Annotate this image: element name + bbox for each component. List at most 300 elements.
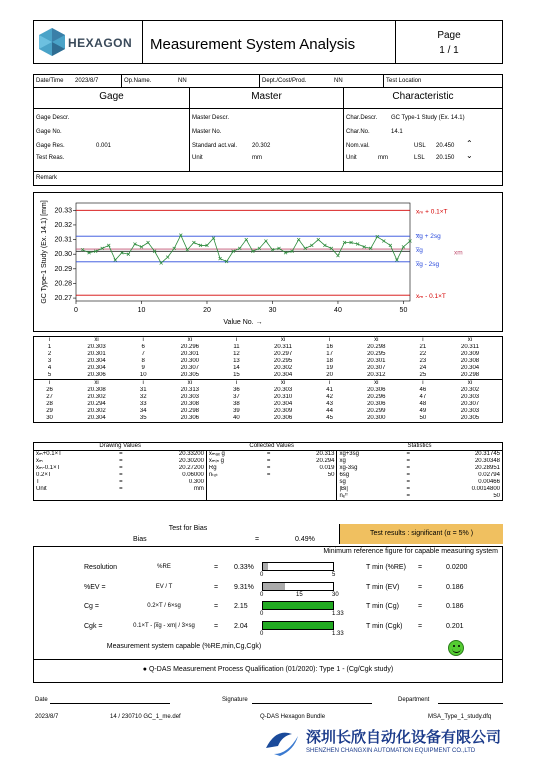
index-cell: 45 (326, 415, 333, 421)
stats-cell: 20.33200 (178, 451, 204, 457)
master-no-label: Master No. (192, 129, 222, 135)
stats-cell: mm (193, 486, 204, 492)
bias-value: 0.49% (295, 536, 315, 543)
index-cell: 3 (47, 358, 52, 364)
index-cell: 37 (233, 394, 240, 400)
index-cell: 32 (139, 394, 147, 400)
index-cell: 16 (326, 344, 333, 350)
index-cell: 48 (419, 401, 427, 407)
index-cell: 36 (233, 387, 240, 393)
stats-cell (259, 486, 278, 493)
plot-frame (76, 203, 410, 301)
capability-formula: 0.2×T / 6×sg (147, 603, 181, 609)
brand-logo (38, 27, 138, 59)
stats-cell: = (119, 479, 123, 485)
value-cell: 20.301 (87, 351, 106, 357)
tmin-value: 0.186 (446, 584, 464, 591)
value-cell: 20.306 (87, 372, 106, 378)
capability-bar-fill (263, 563, 268, 570)
values-table (33, 336, 503, 423)
brand-name: HEXAGON (68, 36, 133, 50)
capability-bar (262, 601, 334, 610)
tmin-value: 0.0200 (446, 564, 468, 571)
capability-scale-label: 30 (332, 592, 339, 598)
bias-title: Test for Bias (168, 525, 208, 532)
stats-cell: 50 (493, 493, 500, 499)
index-cell: 10 (139, 372, 147, 378)
col-header-xi: xi (345, 337, 408, 345)
value-cell: 20.304 (87, 358, 106, 364)
index-cell: 18 (326, 358, 333, 364)
value-cell: 20.308 (87, 387, 106, 393)
stats-cell: x̅g (337, 458, 399, 465)
capability-formula: 0.1×T - |x̅g - xm| / 3×sg (133, 623, 195, 629)
value-cell: 20.313 (180, 387, 199, 393)
col-header-i: i (408, 380, 438, 388)
index-cell: 14 (233, 365, 240, 371)
master-unit-value: mm (252, 155, 262, 161)
capability-bar-fill (263, 602, 333, 609)
y-tick-label: 20.33 (54, 207, 72, 215)
index-cell: 46 (419, 387, 427, 393)
value-cell: 20.302 (87, 394, 106, 400)
col-header-xi: xi (438, 380, 503, 388)
stats-cell: 0.2×T (36, 472, 52, 478)
test-location-label: Test Location (386, 78, 422, 84)
upper-limit-label: xₘ + 0.1×T (416, 208, 448, 216)
value-cell: 20.296 (367, 394, 386, 400)
stats-cell (259, 493, 278, 501)
footer-study: MSA_Type_1_study.dfq (428, 714, 492, 720)
value-cell: 20.304 (460, 365, 480, 371)
footer-department-label: Department (398, 697, 430, 703)
col-header-i: i (221, 380, 251, 388)
stats-cell: = (119, 451, 123, 457)
gage-section-title: Gage (99, 91, 124, 102)
capability-scale-label: 0 (260, 592, 264, 598)
value-cell: 20.306 (367, 387, 386, 393)
index-cell: 11 (233, 344, 240, 350)
data-point (147, 241, 150, 244)
table-row (34, 394, 503, 401)
value-cell: 20.306 (367, 401, 386, 407)
value-cell: 20.305 (180, 372, 199, 378)
tmin-label: T min (Cg) (366, 603, 399, 610)
value-cell: 20.302 (87, 408, 106, 414)
table-row (34, 387, 503, 394)
index-cell: 43 (326, 401, 333, 407)
stats-cell: = (119, 465, 123, 471)
index-cell: 5 (47, 372, 52, 378)
data-point (140, 245, 143, 248)
company-watermark (262, 724, 532, 760)
stats-cell: x̅g-3sg (337, 465, 399, 472)
value-cell: 20.297 (273, 351, 293, 357)
stats-cell (34, 493, 112, 501)
value-cell: 20.296 (180, 344, 199, 350)
date-label: Date/Time (36, 78, 64, 84)
stats-cell: = (406, 479, 411, 485)
data-point (389, 244, 392, 247)
value-cell: 20.308 (460, 358, 480, 364)
char-descr-value: GC Type-1 Study (Ex. 14.1) (391, 115, 465, 121)
capability-eq: = (214, 564, 219, 571)
stats-cell: 20.28951 (474, 465, 500, 471)
stats-cell (278, 493, 337, 501)
stats-cell: 50 (327, 472, 335, 478)
stats-cell: = (119, 486, 123, 492)
index-cell: 1 (47, 344, 52, 350)
report-header (33, 20, 503, 64)
value-cell: 20.304 (273, 401, 293, 407)
stats-cell: T (36, 479, 40, 485)
tmin-eq: = (418, 584, 423, 591)
stats-cell: xₘ-0.1×T (36, 465, 61, 471)
col-header-xi: xi (65, 380, 128, 388)
x-axis-label: Value No. → (223, 319, 263, 326)
col-header-xi: xi (158, 337, 221, 345)
minus-2s-label: x̅g - 2sg (416, 260, 440, 268)
col-header-i: i (315, 380, 345, 388)
index-cell: 41 (326, 387, 333, 393)
stats-cell: xₘᵢₙ g (206, 458, 259, 465)
stats-cell (206, 479, 259, 486)
master-section-title: Master (251, 91, 282, 102)
value-cell: 20.303 (87, 344, 106, 350)
bias-result: Test results : significant (α = 5% ) (339, 524, 503, 544)
stats-cell: Rg (206, 465, 259, 472)
capability-value: 0.33% (234, 564, 254, 571)
capability-section (33, 546, 503, 683)
index-cell: 15 (233, 372, 240, 378)
value-cell: 20.306 (180, 415, 199, 421)
x-tick-label: 10 (137, 307, 146, 314)
capability-scale-label: 1.33 (332, 611, 344, 617)
company-name-en: SHENZHEN CHANGXIN AUTOMATION EQUIPMENT CO.,LTD (306, 748, 476, 754)
plus-2s-label: x̅g + 2sg (416, 233, 441, 241)
page-label: Page (437, 30, 461, 41)
index-cell: 25 (419, 372, 427, 378)
value-cell: 20.299 (367, 408, 386, 414)
index-cell: 8 (141, 358, 145, 364)
y-tick-label: 20.28 (54, 280, 72, 288)
col-header-i: i (128, 380, 158, 388)
y-tick-label: 20.27 (54, 295, 72, 303)
value-cell: 20.307 (460, 401, 480, 407)
value-cell: 20.306 (273, 415, 293, 421)
value-cell: 20.308 (180, 401, 199, 407)
index-cell: 13 (233, 358, 240, 364)
value-cell: 20.304 (87, 365, 106, 371)
value-cell: 20.302 (273, 365, 293, 371)
stats-cell: sg (337, 479, 399, 486)
footer-date-label: Date (35, 697, 48, 703)
bias-label: Bias (133, 536, 147, 543)
capability-eq: = (214, 584, 219, 591)
tmin-label: T min (%RE) (366, 564, 406, 571)
date-value: 2023/8/7 (75, 78, 99, 84)
stats-cell: = (406, 472, 411, 478)
data-point (336, 254, 339, 257)
lsl-value: 20.150 (436, 155, 455, 161)
capability-scale-label: 0 (260, 631, 264, 637)
stats-cell: 0.06000 (182, 472, 204, 478)
stats-cell: 0.019 (319, 465, 335, 471)
xm-label: xm (454, 249, 463, 257)
index-cell: 29 (46, 408, 53, 414)
x-tick-label: 50 (399, 307, 408, 314)
info-block (33, 74, 503, 186)
lower-limit-label: xₘ - 0.1×T (416, 293, 446, 301)
lsl-marker-icon: ⌄ (466, 151, 473, 160)
data-point (107, 244, 110, 247)
stats-cell (259, 479, 278, 486)
stats-cell: xₘₐₓ g (206, 451, 259, 459)
table-row (34, 351, 503, 358)
stats-cell: 20.313 (316, 451, 335, 457)
stats-row (34, 465, 503, 472)
stats-cell: = (266, 465, 271, 471)
char-unit-label: Unit (346, 155, 357, 161)
capability-eq: = (214, 623, 219, 630)
target-icon: ● (142, 666, 149, 673)
data-point (192, 241, 195, 244)
capability-value: 9.31% (234, 584, 254, 591)
capability-label: Cg = (84, 603, 99, 610)
value-cell: 20.301 (180, 351, 199, 357)
capability-formula: %RE (157, 564, 171, 570)
value-cell: 20.304 (273, 372, 293, 378)
tmin-value: 0.186 (446, 603, 464, 610)
stats-cell (111, 493, 130, 501)
value-cell: 20.304 (87, 415, 106, 421)
data-point (133, 242, 136, 245)
data-point (245, 238, 248, 241)
mean-label: x̅g (416, 247, 423, 255)
table-row (34, 401, 503, 408)
value-cell: 20.312 (367, 372, 386, 378)
stats-cell: 20.27200 (178, 465, 204, 471)
capability-scale-label: 1.33 (332, 631, 344, 637)
tmin-label: T min (EV) (366, 584, 400, 591)
value-cell: 20.298 (367, 344, 386, 350)
remark-label: Remark (36, 175, 58, 181)
stats-group-header: Collected Values (206, 443, 337, 451)
char-descr-label: Char.Descr. (346, 115, 378, 121)
capability-scale-label: 15 (296, 592, 303, 598)
index-cell: 38 (233, 401, 240, 407)
col-header-i: i (128, 337, 158, 345)
gage-descr-label: Gage Descr. (36, 115, 70, 121)
stats-cell: 20.30348 (474, 458, 500, 464)
statistics-table (33, 442, 503, 501)
stats-row (34, 458, 503, 465)
stats-cell: 20.294 (316, 458, 335, 464)
index-cell: 19 (326, 365, 333, 371)
data-point (264, 240, 267, 243)
stats-cell (206, 486, 259, 493)
stats-group-header: Drawing Values (34, 443, 207, 451)
usl-marker-icon: ⌃ (466, 139, 473, 148)
value-cell: 20.298 (460, 372, 480, 378)
x-tick-label: 40 (334, 307, 342, 314)
index-cell: 7 (141, 351, 145, 357)
stats-row (34, 472, 503, 479)
hexagon-logo-icon (38, 27, 66, 57)
index-cell: 34 (139, 408, 147, 414)
table-row (34, 372, 503, 380)
table-row (34, 415, 503, 423)
index-cell: 17 (326, 351, 333, 357)
char-no-label: Char.No. (346, 129, 370, 135)
index-cell: 12 (233, 351, 240, 357)
index-cell: 21 (419, 344, 427, 350)
footer-file: 14 / 230710 GC_1_me.def (110, 714, 181, 720)
chart-svg (34, 193, 502, 331)
stats-cell (206, 493, 259, 501)
dept-value: NN (334, 78, 343, 84)
stats-cell: |Bi| (337, 486, 399, 493)
stats-cell: = (406, 458, 411, 464)
y-tick-label: 20.31 (54, 236, 72, 244)
data-point (166, 256, 169, 259)
capability-eq: = (214, 603, 219, 610)
col-header-xi: xi (438, 337, 503, 345)
capability-label: Resolution (84, 564, 118, 571)
value-cell: 20.307 (180, 365, 199, 371)
col-header-xi: xi (345, 380, 408, 388)
stats-row (34, 486, 503, 493)
value-cell: 20.294 (87, 401, 106, 407)
stats-cell: = (119, 472, 123, 478)
data-point (114, 259, 117, 262)
stats-cell: 6sg (337, 472, 399, 479)
char-no-value: 14.1 (391, 129, 403, 135)
capability-bar (262, 621, 334, 630)
stats-cell: xₘ+0.1×T (36, 451, 62, 457)
stats-cell: xₘ (36, 458, 43, 464)
value-cell: 20.295 (273, 358, 293, 364)
lsl-label: LSL (414, 155, 425, 161)
capability-scale-label: 5 (332, 572, 336, 578)
stats-row (34, 493, 503, 501)
stats-cell: = (406, 465, 411, 471)
stats-cell: 0.0014800 (471, 486, 500, 492)
operator-label: Op.Name. (124, 78, 152, 84)
run-chart (33, 192, 503, 332)
index-cell: 4 (47, 365, 52, 371)
stats-group-header: Statistics (337, 443, 503, 451)
capability-row (34, 619, 502, 637)
value-cell: 20.303 (273, 387, 293, 393)
index-cell: 9 (141, 365, 145, 371)
stats-cell: 0.02794 (478, 472, 500, 478)
value-cell: 20.300 (367, 415, 386, 421)
index-cell: 24 (419, 365, 427, 371)
index-cell: 30 (46, 415, 53, 421)
dept-label: Dept./Cost/Prod. (262, 78, 307, 84)
x-tick-label: 0 (74, 307, 78, 314)
index-cell: 35 (139, 415, 147, 421)
stats-cell: = (406, 493, 411, 499)
stats-cell (278, 486, 337, 493)
col-header-i: i (34, 380, 66, 388)
data-point (395, 259, 398, 262)
stats-row (34, 451, 503, 459)
nominal-label: Nom.val. (346, 143, 370, 149)
value-cell: 20.298 (180, 408, 199, 414)
table-row (34, 358, 503, 365)
value-cell: 20.303 (180, 394, 199, 400)
capability-bar-fill (263, 583, 285, 590)
footer-date-value: 2023/8/7 (35, 714, 59, 720)
capability-label: Cgk = (84, 623, 103, 630)
value-cell: 20.301 (367, 358, 386, 364)
stats-cell: nₜₒₜ (206, 472, 259, 479)
qualification-text (34, 666, 502, 673)
value-cell: 20.311 (274, 344, 292, 350)
index-cell: 39 (233, 408, 240, 414)
page-number: 1 / 1 (439, 45, 459, 56)
col-header-i: i (408, 337, 438, 345)
index-cell: 6 (141, 344, 145, 350)
stats-cell: = (406, 486, 411, 492)
index-cell: 47 (419, 394, 427, 400)
value-cell: 20.300 (180, 358, 199, 364)
value-cell: 20.309 (273, 408, 293, 414)
col-header-i: i (221, 337, 251, 345)
col-header-i: i (34, 337, 66, 345)
operator-value: NN (178, 78, 187, 84)
y-tick-label: 20.29 (54, 265, 72, 273)
index-cell: 31 (139, 387, 147, 393)
index-cell: 20 (326, 372, 333, 378)
col-header-i: i (315, 337, 345, 345)
company-logo-icon (262, 724, 304, 758)
col-header-xi: xi (158, 380, 221, 388)
stats-cell (131, 493, 207, 501)
value-cell: 20.302 (460, 387, 480, 393)
value-cell: 20.311 (461, 344, 479, 350)
stats-cell: nₑᶠᶠ (337, 493, 399, 501)
stats-cell: = (119, 458, 123, 464)
capable-smiley-icon (448, 640, 464, 656)
tmin-eq: = (418, 623, 423, 630)
stats-cell: = (266, 451, 271, 457)
capability-value: 2.04 (234, 623, 248, 630)
value-cell: 20.303 (460, 408, 480, 414)
tmin-label: T min (Cgk) (366, 623, 403, 630)
value-cell: 20.305 (460, 415, 480, 421)
index-cell: 49 (419, 408, 427, 414)
index-cell: 27 (46, 394, 53, 400)
stats-cell: 20.30200 (178, 458, 204, 464)
value-cell: 20.309 (460, 351, 480, 357)
gage-res-label: Gage Res. (36, 143, 65, 149)
gage-res-value: 0.001 (96, 143, 112, 149)
test-reason-label: Test Reas. (36, 155, 65, 161)
index-cell: 33 (139, 401, 147, 407)
characteristic-section-title: Characteristic (392, 91, 454, 102)
master-descr-label: Master Descr. (192, 115, 230, 121)
usl-label: USL (414, 143, 426, 149)
y-tick-label: 20.30 (54, 251, 72, 259)
y-axis-label: GC Type-1 Study (Ex. 14.1) [mm] (41, 200, 48, 304)
capability-row (34, 560, 502, 578)
stats-row (34, 479, 503, 486)
table-row (34, 344, 503, 351)
tmin-eq: = (418, 603, 423, 610)
